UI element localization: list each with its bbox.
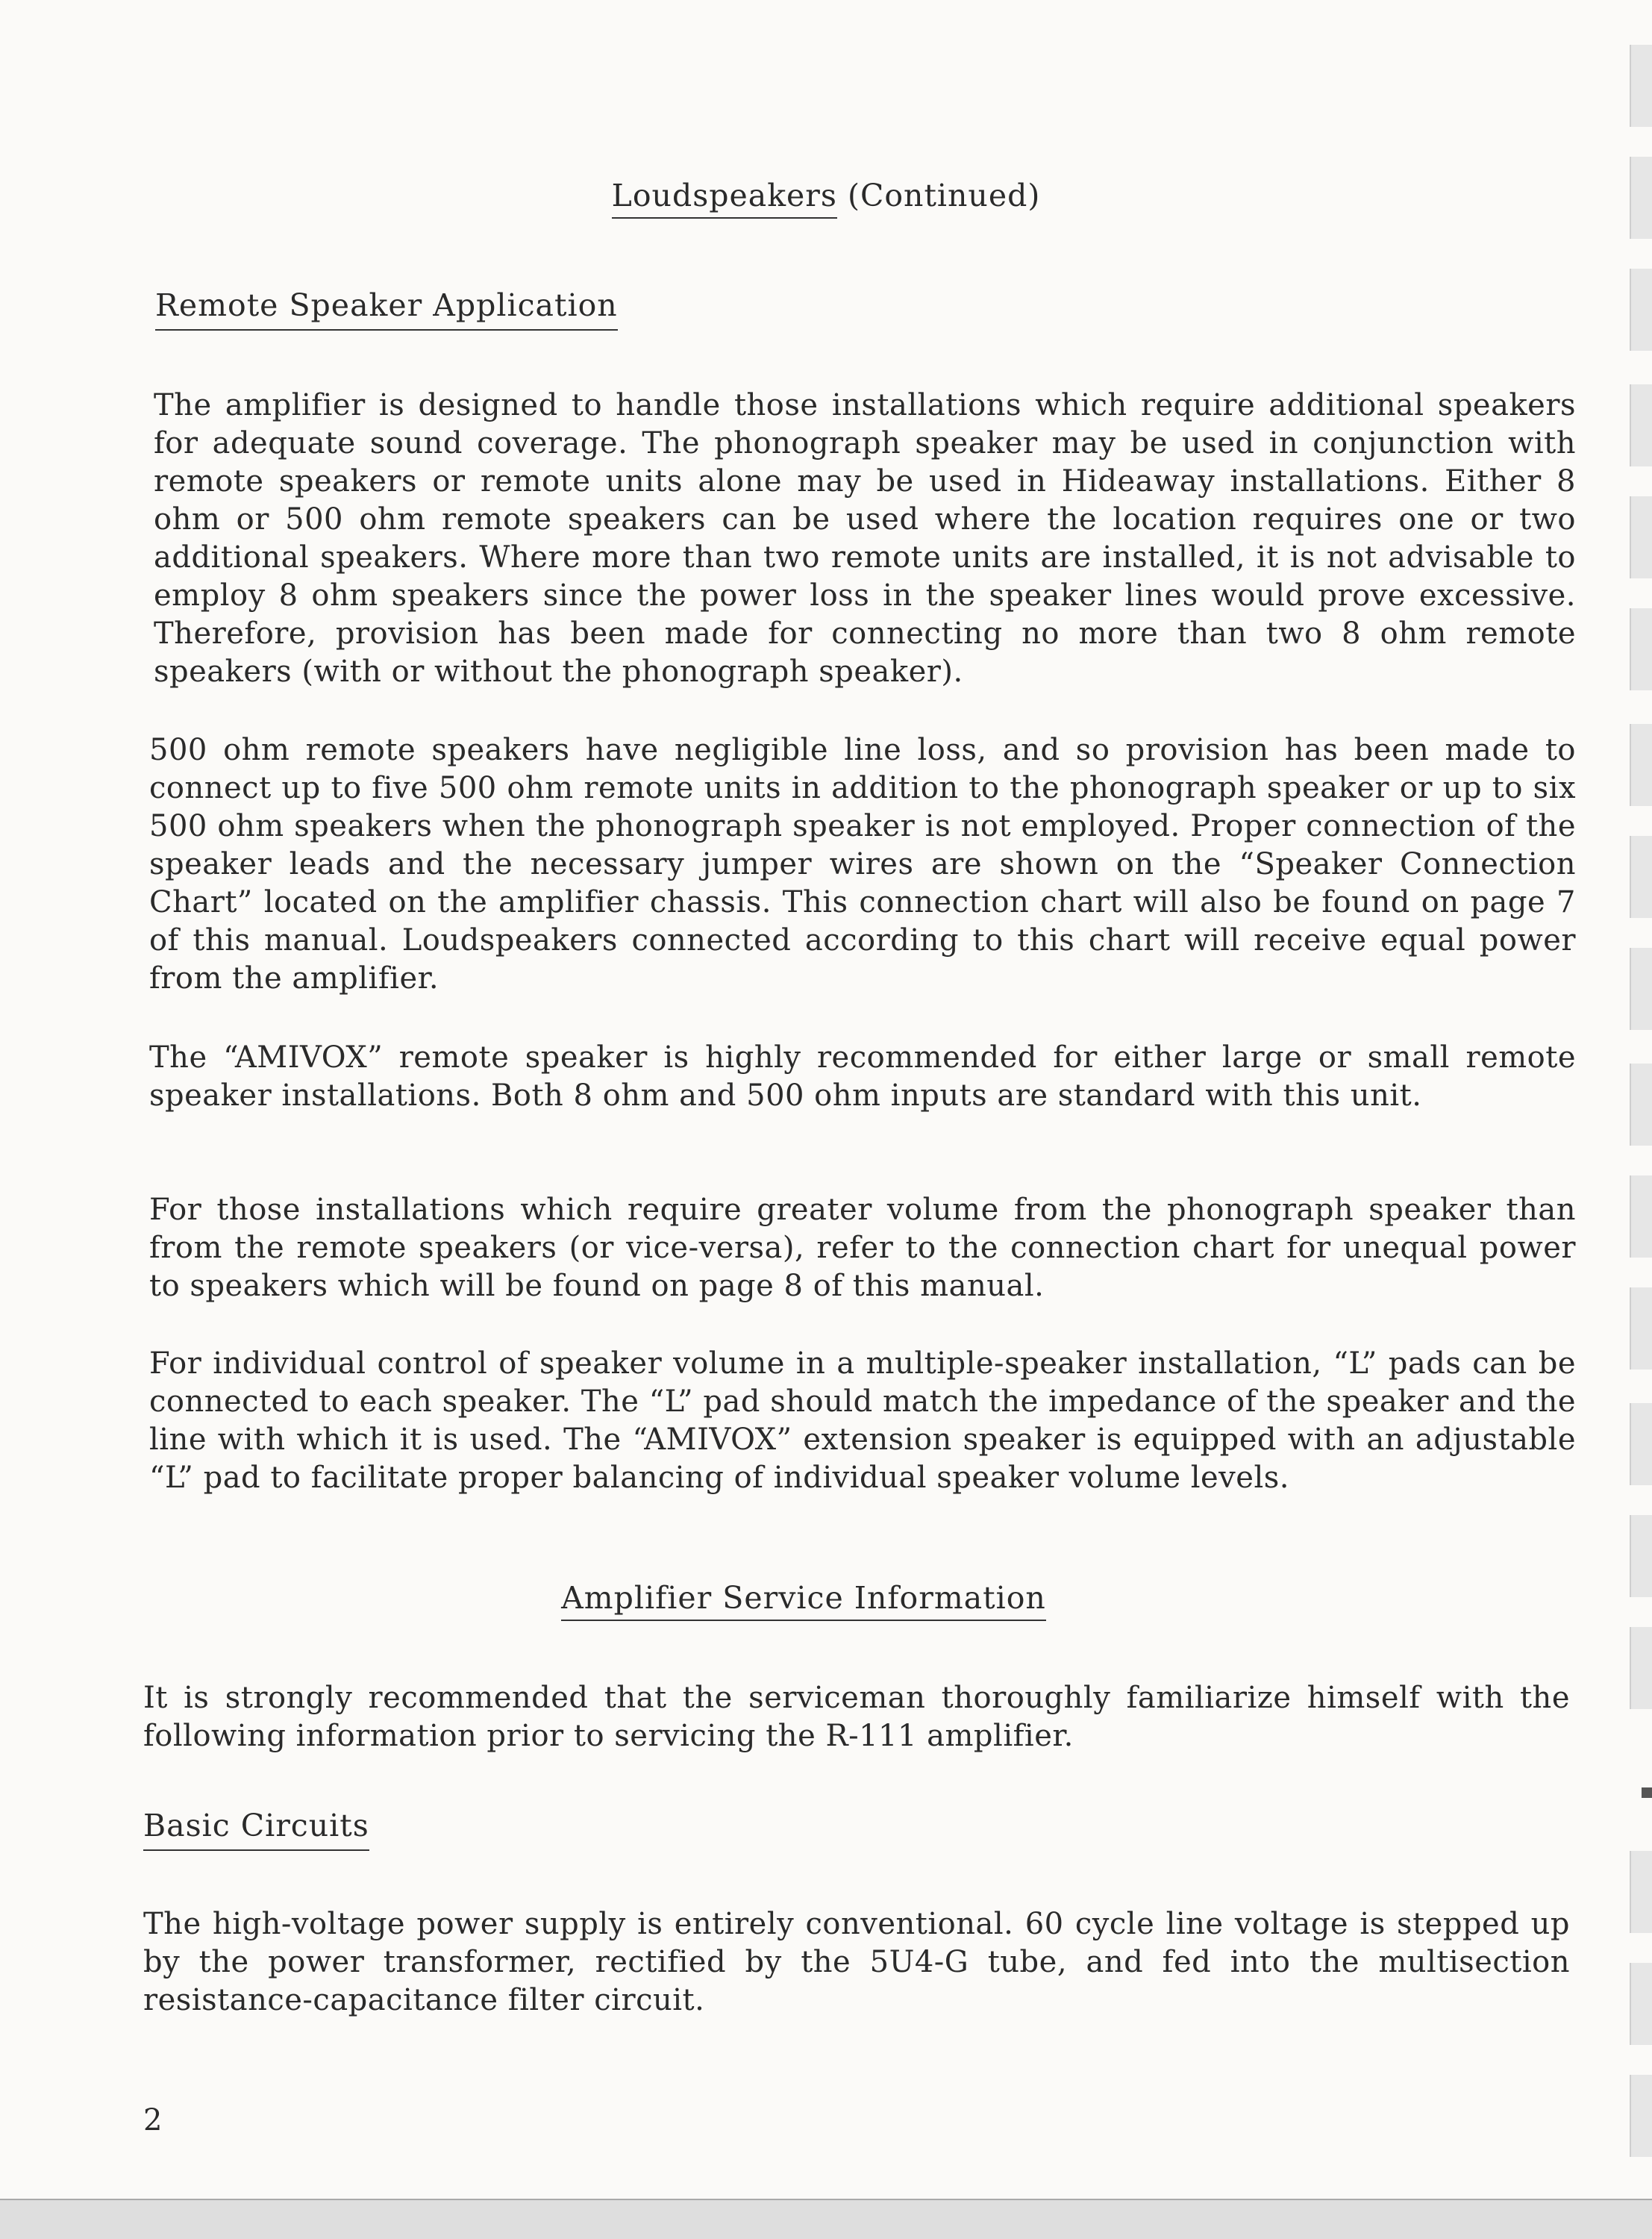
edge-tab — [1630, 608, 1652, 690]
section-title-amplifier-service — [0, 1580, 1652, 1616]
page-heading — [0, 178, 1652, 213]
edge-tab — [1630, 1287, 1652, 1370]
paragraph-remote-3: The “AMIVOX” remote speaker is highly recommended for either large or small remote speaker installations. Both 8 ohm and 500 ohm inputs are standard with this unit. — [149, 1040, 1576, 1113]
edge-tab — [1630, 45, 1652, 127]
edge-tab — [1630, 1175, 1652, 1258]
section-title-basic-circuits — [143, 1808, 369, 1843]
edge-tab — [1630, 724, 1652, 806]
section-title-text: Amplifier Service Information — [561, 1580, 1046, 1621]
paragraph-basic-circuits: The high-voltage power supply is entirely conventional. 60 cycle line voltage is stepped up by the power transformer, rectified by the 5U4-G tube, and fed into the multisection resistance-capacitance filter circuit. — [143, 1907, 1570, 2017]
page-edge-shade — [0, 2200, 1652, 2239]
section-title-remote-speaker — [155, 287, 618, 323]
edge-tab — [1630, 1963, 1652, 2045]
section-title-text: Basic Circuits — [143, 1808, 369, 1851]
paragraph-remote-5: For individual control of speaker volume in a multiple-speaker installation, “L” pads can be connected to each speaker. The “L” pad should match the impedance of the speaker and the line with which it is used. The “AMIVOX” extension speaker is equipped with an adjustable “L” pad to facilitate proper balancing of individual speaker volume levels. — [149, 1346, 1576, 1495]
page-heading-underlined: Loudspeakers — [612, 178, 837, 219]
edge-tab — [1630, 2075, 1652, 2157]
edge-tab — [1630, 1403, 1652, 1485]
edge-mark — [1642, 1787, 1652, 1798]
edge-tab — [1630, 384, 1652, 466]
edge-tab — [1630, 1851, 1652, 1933]
page-heading-rest: (Continued) — [836, 178, 1041, 213]
page-number: 2 — [143, 2103, 163, 2137]
section-title-text: Remote Speaker Application — [155, 287, 618, 331]
edge-tab — [1630, 269, 1652, 351]
paragraph-remote-4: For those installations which require greater volume from the phonograph speaker than from the remote speakers (or vice-versa), refer to the connection chart for unequal power to speakers which will be found on page 8 of this manual. — [149, 1193, 1576, 1303]
edge-tab — [1630, 1627, 1652, 1709]
paragraph-service: It is strongly recommended that the serviceman thoroughly familiarize himself with the following information prior to servicing the R-111 amplifier. — [143, 1681, 1570, 1753]
edge-tab — [1630, 496, 1652, 578]
edge-tab — [1630, 1064, 1652, 1146]
edge-tab — [1630, 836, 1652, 918]
paragraph-remote-2: 500 ohm remote speakers have negligible line loss, and so provision has been made to connect up to five 500 ohm remote units in addition to the phonograph speaker or up to six 500 ohm speakers when the phonograph speaker is not employed. Proper connection of the speaker leads and the necessary jumper wires are shown on the “Speaker Connection Chart” located on the amplifier chassis. This connection chart will also be found on page 7 of this manual. Loudspeakers connected according to this chart will receive equal power from the amplifier. — [149, 733, 1576, 996]
edge-tab — [1630, 948, 1652, 1030]
paragraph-remote-1: The amplifier is designed to handle those installations which require additional speakers for adequate sound coverage. The phonograph speaker may be used in conjunction with remote speakers or remote units alone may be used in Hideaway installations. Either 8 ohm or 500 ohm remote speakers can be used where the location requires one or two additional speakers. Where more than two remote units are installed, it is not advisable to employ 8 ohm speakers since the power loss in the speaker lines would prove excessive. Therefore, provision has been made for connecting no more than two 8 ohm remote speakers (with or without the phonograph speaker). — [154, 388, 1576, 689]
